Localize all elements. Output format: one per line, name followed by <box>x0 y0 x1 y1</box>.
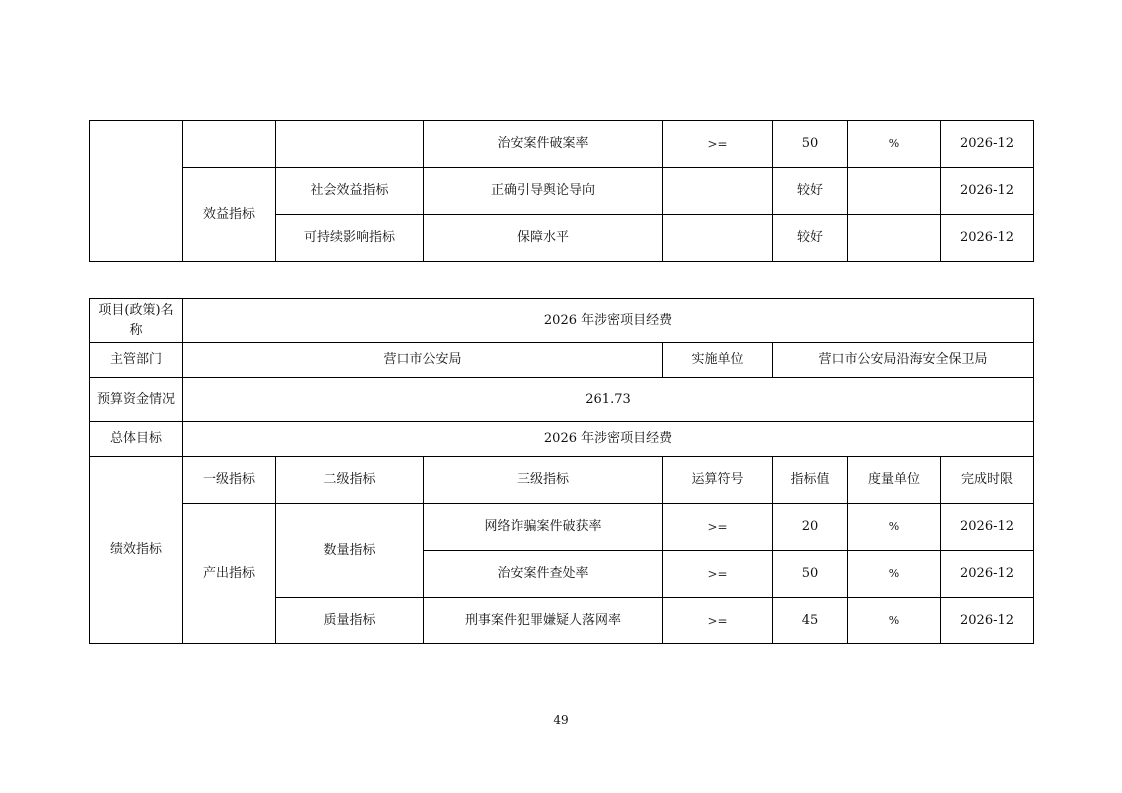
header-operator: 运算符号 <box>663 457 773 504</box>
level3-cell: 网络诈骗案件破获率 <box>424 504 663 551</box>
impl-label: 实施单位 <box>663 343 773 378</box>
value-cell: 50 <box>773 551 848 598</box>
deadline-cell: 2026-12 <box>941 551 1034 598</box>
deadline-cell: 2026-12 <box>941 121 1034 168</box>
level3-cell: 治安案件查处率 <box>424 551 663 598</box>
operator-cell: >= <box>663 504 773 551</box>
level1-benefit-cell: 效益指标 <box>183 168 276 262</box>
budget-value: 261.73 <box>183 378 1034 422</box>
header-value: 指标值 <box>773 457 848 504</box>
project-performance-table <box>89 298 1034 644</box>
quality-label: 质量指标 <box>276 598 424 644</box>
value-cell: 45 <box>773 598 848 644</box>
indicator-table-continued <box>89 120 1034 262</box>
goal-value: 2026 年涉密项目经费 <box>183 422 1034 457</box>
operator-cell: >= <box>663 551 773 598</box>
project-name-value: 2026 年涉密项目经费 <box>183 299 1034 343</box>
operator-cell: >= <box>663 598 773 644</box>
header-unit: 度量单位 <box>848 457 941 504</box>
budget-label: 预算资金情况 <box>90 378 183 422</box>
operator-cell <box>663 168 773 215</box>
header-deadline: 完成时限 <box>941 457 1034 504</box>
value-cell: 20 <box>773 504 848 551</box>
output-label: 产出指标 <box>183 504 276 644</box>
header-level3: 三级指标 <box>424 457 663 504</box>
header-level1: 一级指标 <box>183 457 276 504</box>
dept-label: 主管部门 <box>90 343 183 378</box>
empty-level2-cell <box>276 121 424 168</box>
operator-cell: >= <box>663 121 773 168</box>
perf-label: 绩效指标 <box>90 457 183 644</box>
goal-label: 总体目标 <box>90 422 183 457</box>
impl-value: 营口市公安局沿海安全保卫局 <box>773 343 1034 378</box>
empty-level1-cell <box>183 121 276 168</box>
level3-cell: 治安案件破案率 <box>424 121 663 168</box>
deadline-cell: 2026-12 <box>941 598 1034 644</box>
unit-cell <box>848 168 941 215</box>
level3-cell: 保障水平 <box>424 215 663 262</box>
value-cell: 50 <box>773 121 848 168</box>
level2-cell: 社会效益指标 <box>276 168 424 215</box>
level3-cell: 正确引导舆论导向 <box>424 168 663 215</box>
project-name-label: 项目(政策)名称 <box>90 299 183 343</box>
page-number: 49 <box>553 713 569 727</box>
value-cell: 较好 <box>773 168 848 215</box>
quantity-label: 数量指标 <box>276 504 424 598</box>
level3-cell: 刑事案件犯罪嫌疑人落网率 <box>424 598 663 644</box>
level2-cell: 可持续影响指标 <box>276 215 424 262</box>
unit-cell: % <box>848 551 941 598</box>
empty-level0-cell <box>90 121 183 262</box>
deadline-cell: 2026-12 <box>941 168 1034 215</box>
unit-cell <box>848 215 941 262</box>
value-cell: 较好 <box>773 215 848 262</box>
header-level2: 二级指标 <box>276 457 424 504</box>
unit-cell: % <box>848 504 941 551</box>
unit-cell: % <box>848 598 941 644</box>
unit-cell: % <box>848 121 941 168</box>
dept-value: 营口市公安局 <box>183 343 663 378</box>
deadline-cell: 2026-12 <box>941 504 1034 551</box>
operator-cell <box>663 215 773 262</box>
deadline-cell: 2026-12 <box>941 215 1034 262</box>
